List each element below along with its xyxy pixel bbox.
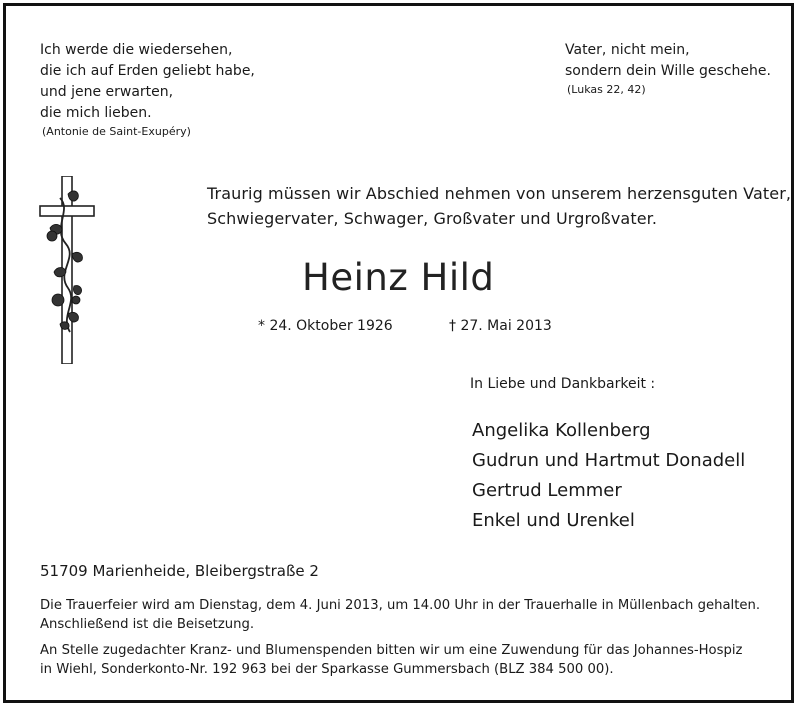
funeral-info [40, 596, 760, 634]
quote-right-line: sondern dein Wille geschehe. [565, 63, 771, 79]
mourner-name: Angelika Kollenberg [472, 420, 651, 441]
intro-line: Traurig müssen wir Abschied nehmen von unserem herzensguten Vater, [207, 184, 792, 203]
quote-right [565, 40, 771, 98]
mourner-name: Gudrun und Hartmut Donadell [472, 450, 746, 471]
quote-right-line: Vater, nicht mein, [565, 42, 690, 58]
mourners-list [472, 416, 745, 536]
quote-right-citation: (Lukas 22, 42) [567, 83, 646, 96]
birth-date: * 24. Oktober 1926 [258, 318, 393, 334]
quote-left [40, 40, 255, 140]
mourners-heading: In Liebe und Dankbarkeit : [470, 376, 656, 392]
intro-line: Schwiegervater, Schwager, Großvater und Urgroßvater. [207, 209, 658, 228]
mourner-name: Gertrud Lemmer [472, 480, 622, 501]
quote-left-line: die ich auf Erden geliebt habe, [40, 63, 255, 79]
donation-line: in Wiehl, Sonderkonto-Nr. 192 963 bei der Sparkasse Gummersbach (BLZ 384 500 00). [40, 662, 614, 677]
donation-line: An Stelle zugedachter Kranz- und Blumenspenden bitten wir um eine Zuwendung für das Johannes-Hospiz [40, 643, 743, 658]
cross-with-roses-icon [38, 176, 98, 364]
quote-left-citation: (Antonie de Saint-Exupéry) [42, 125, 191, 138]
quote-left-line: die mich lieben. [40, 105, 152, 121]
funeral-line: Die Trauerfeier wird am Dienstag, dem 4. Juni 2013, um 14.00 Uhr in der Trauerhalle in Müllenbach gehalten. [40, 598, 761, 613]
death-date: † 27. Mai 2013 [449, 318, 552, 334]
intro-text [207, 181, 791, 231]
quote-left-line: und jene erwarten, [40, 84, 174, 100]
funeral-line: Anschließend ist die Beisetzung. [40, 617, 255, 632]
deceased-name: Heinz Hild [302, 256, 495, 299]
mourner-name: Enkel und Urenkel [472, 510, 635, 531]
address: 51709 Marienheide, Bleibergstraße 2 [40, 562, 319, 580]
quote-left-line: Ich werde die wiedersehen, [40, 42, 233, 58]
donation-info [40, 641, 742, 679]
